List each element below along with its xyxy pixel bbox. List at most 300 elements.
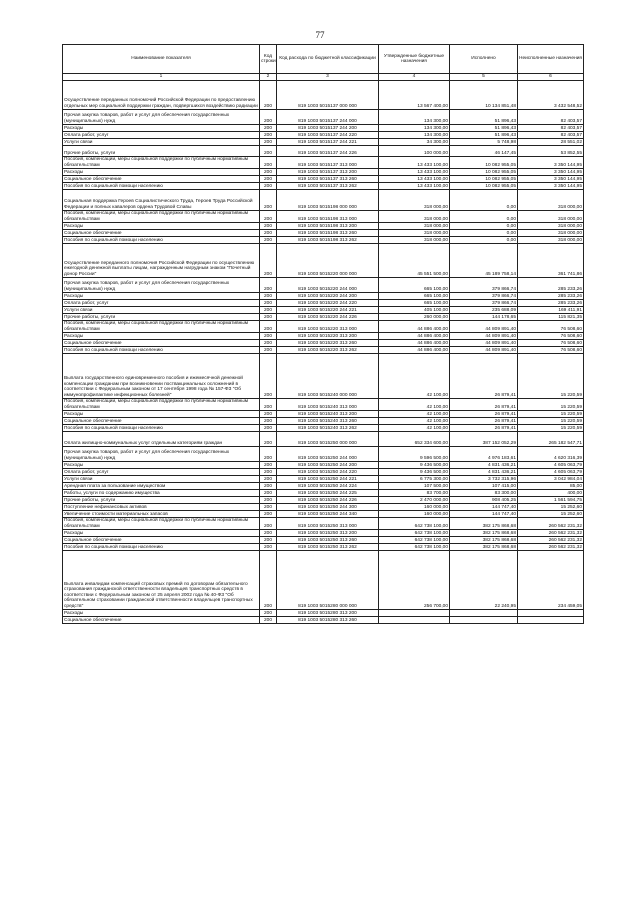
- indicator-name-cell: Расходы: [63, 333, 260, 340]
- approved-cell: 9 436 500,00: [379, 469, 450, 476]
- indicator-name-cell: Пособия по социальной помощи населению: [63, 237, 260, 244]
- table-row: [63, 237, 584, 244]
- executed-cell: 44 809 891,40: [450, 347, 518, 354]
- indicator-name-cell: Оплата жилищно-коммунальных услуг отдельным категориям граждан: [63, 432, 260, 447]
- budget-code-cell: 819 1003 5015220 244 000: [277, 278, 379, 293]
- table-row: [63, 333, 584, 340]
- executed-cell: 22 240,95: [450, 551, 518, 610]
- executed-cell: 382 175 868,68: [450, 537, 518, 544]
- budget-code-cell: 819 1003 5015240 313 200: [277, 411, 379, 418]
- approved-cell: 642 738 100,00: [379, 518, 450, 530]
- budget-code-cell: 819 1003 5015137 313 000: [277, 157, 379, 169]
- line-code-cell: 200: [260, 157, 277, 169]
- executed-cell: 51 896,43: [450, 132, 518, 139]
- unexecuted-cell: 234 459,05: [518, 551, 584, 610]
- executed-cell: 26 879,41: [450, 411, 518, 418]
- executed-cell: 0,00: [450, 237, 518, 244]
- table-row: [63, 490, 584, 497]
- executed-cell: 0,00: [450, 190, 518, 211]
- line-code-cell: 200: [260, 293, 277, 300]
- executed-cell: 26 879,41: [450, 399, 518, 411]
- line-code-cell: 200: [260, 307, 277, 314]
- executed-cell: 10 082 955,05: [450, 169, 518, 176]
- approved-cell: 44 886 400,00: [379, 333, 450, 340]
- unexecuted-cell: 28 551,02: [518, 139, 584, 146]
- indicator-name-cell: Осуществление переданного полномочия Российской Федерации по осуществлению ежегодной денежной выплаты лицам, награжденным нагрудным знаком "Почетный донор России": [63, 244, 260, 278]
- column-number: 1: [63, 74, 260, 81]
- header-indicator-name: Наименование показателя: [63, 45, 260, 74]
- budget-code-cell: 819 1003 5015240 313 262: [277, 425, 379, 432]
- approved-cell: 9 596 500,00: [379, 447, 450, 462]
- indicator-name-cell: Расходы: [63, 411, 260, 418]
- table-row: [63, 244, 584, 278]
- line-code-cell: 200: [260, 230, 277, 237]
- budget-code-cell: 819 1003 5015250 244 300: [277, 504, 379, 511]
- budget-code-cell: 819 1003 5015280 000 000: [277, 551, 379, 610]
- table-row: [63, 169, 584, 176]
- approved-cell: 13 433 100,00: [379, 176, 450, 183]
- column-number: 6: [518, 74, 584, 81]
- budget-code-cell: 819 1003 5015220 244 200: [277, 293, 379, 300]
- header-line-code: Код строки: [260, 45, 277, 74]
- line-code-cell: 200: [260, 511, 277, 518]
- indicator-name-cell: Социальное обеспечение: [63, 617, 260, 624]
- line-code-cell: 200: [260, 132, 277, 139]
- budget-code-cell: 819 1003 5015220 313 000: [277, 321, 379, 333]
- unexecuted-cell: 318 000,00: [518, 223, 584, 230]
- line-code-cell: 200: [260, 490, 277, 497]
- approved-cell: 642 738 100,00: [379, 530, 450, 537]
- budget-code-cell: 819 1003 5015198 000 000: [277, 190, 379, 211]
- unexecuted-cell: 318 000,00: [518, 211, 584, 223]
- executed-cell: 379 866,74: [450, 293, 518, 300]
- budget-code-cell: 819 1003 5015220 244 220: [277, 300, 379, 307]
- approved-cell: 318 000,00: [379, 211, 450, 223]
- indicator-name-cell: Расходы: [63, 530, 260, 537]
- approved-cell: 642 738 100,00: [379, 544, 450, 551]
- approved-cell: 13 567 400,00: [379, 81, 450, 110]
- indicator-name-cell: Пособия, компенсации, меры социальной поддержки по публичным нормативным обязательствам: [63, 211, 260, 223]
- executed-cell: 144 747,40: [450, 511, 518, 518]
- line-code-cell: 200: [260, 530, 277, 537]
- executed-cell: 44 809 891,40: [450, 321, 518, 333]
- unexecuted-cell: 4 620 316,39: [518, 447, 584, 462]
- table-row: [63, 157, 584, 169]
- executed-cell: 44 809 891,40: [450, 340, 518, 347]
- header-budget-code: Код расхода по бюджетной классификации: [277, 45, 379, 74]
- unexecuted-cell: 3 350 144,95: [518, 169, 584, 176]
- executed-cell: 45 189 758,14: [450, 244, 518, 278]
- approved-cell: 44 886 400,00: [379, 340, 450, 347]
- budget-code-cell: 819 1003 5015220 244 226: [277, 314, 379, 321]
- column-number: 2: [260, 74, 277, 81]
- unexecuted-cell: 4 605 063,79: [518, 469, 584, 476]
- indicator-name-cell: Оплата работ, услуг: [63, 300, 260, 307]
- indicator-name-cell: Расходы: [63, 462, 260, 469]
- executed-cell: [450, 617, 518, 624]
- indicator-name-cell: Осуществление переданных полномочий Российской Федерации по предоставлению отдельных мер социальной поддержки граждан, подвергшихся воздействию радиации: [63, 81, 260, 110]
- table-row: [63, 511, 584, 518]
- line-code-cell: 200: [260, 81, 277, 110]
- budget-code-cell: 819 1003 5015137 244 220: [277, 132, 379, 139]
- column-number: 3: [277, 74, 379, 81]
- table-row: [63, 183, 584, 190]
- line-code-cell: 200: [260, 321, 277, 333]
- table-body: [63, 81, 584, 624]
- unexecuted-cell: 3 350 144,95: [518, 157, 584, 169]
- unexecuted-cell: 76 508,60: [518, 321, 584, 333]
- table-row: [63, 483, 584, 490]
- line-code-cell: 200: [260, 551, 277, 610]
- indicator-name-cell: Выплата государственного единовременного пособия и ежемесячной денежной компенсации гражданам при возникновении поствакцинальных осложнений в соответствии с Федеральным законом от 17 сентября 1998 года № 157-ФЗ "Об иммунопрофилактике инфекционных болезней": [63, 354, 260, 399]
- executed-cell: 5 748,98: [450, 139, 518, 146]
- table-row: [63, 432, 584, 447]
- unexecuted-cell: 4 605 063,79: [518, 462, 584, 469]
- line-code-cell: 200: [260, 237, 277, 244]
- unexecuted-cell: 15 220,59: [518, 411, 584, 418]
- table-row: [63, 462, 584, 469]
- indicator-name-cell: Оплата работ, услуг: [63, 132, 260, 139]
- indicator-name-cell: Увеличение стоимости материальных запасов: [63, 511, 260, 518]
- budget-code-cell: 819 1003 5015137 244 226: [277, 146, 379, 157]
- executed-cell: 4 831 436,21: [450, 469, 518, 476]
- line-code-cell: 200: [260, 333, 277, 340]
- table-row: [63, 176, 584, 183]
- line-code-cell: 200: [260, 504, 277, 511]
- approved-cell: 13 433 100,00: [379, 169, 450, 176]
- budget-code-cell: 819 1003 5015250 244 226: [277, 497, 379, 504]
- line-code-cell: 200: [260, 469, 277, 476]
- unexecuted-cell: 85,00: [518, 483, 584, 490]
- line-code-cell: 200: [260, 211, 277, 223]
- approved-cell: 652 334 600,00: [379, 432, 450, 447]
- line-code-cell: 200: [260, 176, 277, 183]
- table-row: [63, 340, 584, 347]
- budget-code-cell: 819 1003 5015137 244 221: [277, 139, 379, 146]
- unexecuted-cell: 53 852,55: [518, 146, 584, 157]
- indicator-name-cell: Прочая закупка товаров, работ и услуг для обеспечения государственных (муниципальных) нужд: [63, 447, 260, 462]
- table-row: [63, 469, 584, 476]
- executed-cell: 4 976 183,61: [450, 447, 518, 462]
- line-code-cell: 200: [260, 462, 277, 469]
- indicator-name-cell: Пособия, компенсации, меры социальной поддержки по публичным нормативным обязательствам: [63, 518, 260, 530]
- budget-code-cell: 819 1003 5015250 244 200: [277, 462, 379, 469]
- line-code-cell: 200: [260, 146, 277, 157]
- executed-cell: 0,00: [450, 230, 518, 237]
- indicator-name-cell: Расходы: [63, 169, 260, 176]
- indicator-name-cell: Расходы: [63, 610, 260, 617]
- indicator-name-cell: Арендная плата за пользование имуществом: [63, 483, 260, 490]
- executed-cell: 107 415,00: [450, 483, 518, 490]
- budget-code-cell: 819 1003 5015240 313 260: [277, 418, 379, 425]
- approved-cell: [379, 610, 450, 617]
- approved-cell: 256 700,00: [379, 551, 450, 610]
- line-code-cell: 200: [260, 476, 277, 483]
- table-row: [63, 399, 584, 411]
- approved-cell: 160 000,00: [379, 511, 450, 518]
- indicator-name-cell: Прочая закупка товаров, работ и услуг для обеспечения государственных (муниципальных) нужд: [63, 278, 260, 293]
- table-row: [63, 81, 584, 110]
- unexecuted-cell: 260 562 231,32: [518, 537, 584, 544]
- unexecuted-cell: 76 508,60: [518, 333, 584, 340]
- line-code-cell: 200: [260, 418, 277, 425]
- indicator-name-cell: Пособия по социальной помощи населению: [63, 347, 260, 354]
- unexecuted-cell: 3 432 548,52: [518, 81, 584, 110]
- executed-cell: 382 175 868,68: [450, 530, 518, 537]
- table-row: [63, 146, 584, 157]
- table-row: [63, 617, 584, 624]
- budget-code-cell: 819 1003 5015220 313 262: [277, 347, 379, 354]
- executed-cell: 83 300,00: [450, 490, 518, 497]
- line-code-cell: 200: [260, 544, 277, 551]
- executed-cell: 26 879,41: [450, 354, 518, 399]
- table-row: [63, 300, 584, 307]
- line-code-cell: 200: [260, 183, 277, 190]
- table-row: [63, 518, 584, 530]
- indicator-name-cell: Пособия по социальной помощи населению: [63, 183, 260, 190]
- line-code-cell: 200: [260, 483, 277, 490]
- unexecuted-cell: 318 000,00: [518, 230, 584, 237]
- table-row: [63, 139, 584, 146]
- approved-cell: 665 100,00: [379, 300, 450, 307]
- unexecuted-cell: [518, 610, 584, 617]
- approved-cell: 665 100,00: [379, 278, 450, 293]
- line-code-cell: 200: [260, 169, 277, 176]
- indicator-name-cell: Социальное обеспечение: [63, 340, 260, 347]
- table-row: [63, 314, 584, 321]
- unexecuted-cell: 265 182 547,71: [518, 432, 584, 447]
- header-row: [63, 45, 584, 74]
- line-code-cell: 200: [260, 537, 277, 544]
- table-row: [63, 418, 584, 425]
- indicator-name-cell: Прочие работы, услуги: [63, 146, 260, 157]
- executed-cell: 382 175 868,68: [450, 544, 518, 551]
- line-code-cell: 200: [260, 432, 277, 447]
- approved-cell: [379, 617, 450, 624]
- header-approved: Утвержденные бюджетные назначения: [379, 45, 450, 74]
- budget-code-cell: 819 1003 5015240 000 000: [277, 354, 379, 399]
- executed-cell: 4 831 436,21: [450, 462, 518, 469]
- approved-cell: 134 300,00: [379, 132, 450, 139]
- header-executed: Исполнено: [450, 45, 518, 74]
- indicator-name-cell: Расходы: [63, 293, 260, 300]
- table-row: [63, 125, 584, 132]
- budget-code-cell: 819 1003 5015250 313 000: [277, 518, 379, 530]
- executed-cell: 387 152 052,29: [450, 432, 518, 447]
- executed-cell: 235 688,09: [450, 307, 518, 314]
- unexecuted-cell: 15 220,59: [518, 399, 584, 411]
- line-code-cell: 200: [260, 347, 277, 354]
- indicator-name-cell: Расходы: [63, 223, 260, 230]
- line-code-cell: 200: [260, 411, 277, 418]
- line-code-cell: 200: [260, 425, 277, 432]
- unexecuted-cell: 15 252,60: [518, 504, 584, 511]
- unexecuted-cell: 15 220,59: [518, 425, 584, 432]
- budget-code-cell: 819 1003 5015137 000 000: [277, 81, 379, 110]
- page-number: 77: [315, 30, 325, 40]
- unexecuted-cell: 318 000,00: [518, 190, 584, 211]
- table-row: [63, 504, 584, 511]
- approved-cell: 42 100,00: [379, 418, 450, 425]
- executed-cell: 144 747,40: [450, 504, 518, 511]
- table-row: [63, 307, 584, 314]
- table-row: [63, 411, 584, 418]
- unexecuted-cell: 115 821,35: [518, 314, 584, 321]
- budget-code-cell: 819 1003 5015198 313 262: [277, 237, 379, 244]
- table-row: [63, 347, 584, 354]
- line-code-cell: 200: [260, 110, 277, 125]
- indicator-name-cell: Услуги связи: [63, 476, 260, 483]
- executed-cell: 908 405,25: [450, 497, 518, 504]
- table-row: [63, 223, 584, 230]
- approved-cell: 318 000,00: [379, 223, 450, 230]
- indicator-name-cell: Прочая закупка товаров, работ и услуг для обеспечения государственных (муниципальных) нужд: [63, 110, 260, 125]
- executed-cell: 3 732 315,96: [450, 476, 518, 483]
- executed-cell: 144 178,65: [450, 314, 518, 321]
- unexecuted-cell: 260 562 231,32: [518, 518, 584, 530]
- approved-cell: 45 551 500,00: [379, 244, 450, 278]
- unexecuted-cell: 169 411,91: [518, 307, 584, 314]
- table-row: [63, 551, 584, 610]
- approved-cell: 6 775 300,00: [379, 476, 450, 483]
- budget-code-cell: 819 1003 5015198 313 000: [277, 211, 379, 223]
- line-code-cell: 200: [260, 447, 277, 462]
- indicator-name-cell: Социальное обеспечение: [63, 418, 260, 425]
- indicator-name-cell: Социальное обеспечение: [63, 230, 260, 237]
- budget-code-cell: 819 1003 5015137 244 000: [277, 110, 379, 125]
- unexecuted-cell: 285 233,26: [518, 293, 584, 300]
- budget-code-cell: 819 1003 5015198 313 260: [277, 230, 379, 237]
- unexecuted-cell: 1 561 594,75: [518, 497, 584, 504]
- approved-cell: 44 886 400,00: [379, 347, 450, 354]
- budget-code-cell: 819 1003 5015220 313 260: [277, 340, 379, 347]
- unexecuted-cell: 3 350 144,95: [518, 183, 584, 190]
- budget-code-cell: 819 1003 5015240 313 000: [277, 399, 379, 411]
- unexecuted-cell: 400,00: [518, 490, 584, 497]
- column-number: 4: [379, 74, 450, 81]
- approved-cell: 318 000,00: [379, 237, 450, 244]
- table-row: [63, 132, 584, 139]
- line-code-cell: 200: [260, 223, 277, 230]
- table-row: [63, 425, 584, 432]
- line-code-cell: 200: [260, 340, 277, 347]
- executed-cell: 10 134 851,48: [450, 81, 518, 110]
- executed-cell: 0,00: [450, 211, 518, 223]
- executed-cell: [450, 610, 518, 617]
- line-code-cell: 200: [260, 314, 277, 321]
- approved-cell: 260 000,00: [379, 314, 450, 321]
- indicator-name-cell: Услуги связи: [63, 307, 260, 314]
- table-row: [63, 447, 584, 462]
- approved-cell: 642 738 100,00: [379, 537, 450, 544]
- table-row: [63, 544, 584, 551]
- executed-cell: 26 879,41: [450, 418, 518, 425]
- line-code-cell: 200: [260, 354, 277, 399]
- unexecuted-cell: 82 403,57: [518, 110, 584, 125]
- budget-code-cell: 819 1003 5015250 244 221: [277, 476, 379, 483]
- budget-code-cell: 819 1003 5015198 313 200: [277, 223, 379, 230]
- approved-cell: 405 100,00: [379, 307, 450, 314]
- approved-cell: 13 433 100,00: [379, 183, 450, 190]
- approved-cell: 83 700,00: [379, 490, 450, 497]
- indicator-name-cell: Пособия, компенсации, меры социальной поддержки по публичным нормативным обязательствам: [63, 321, 260, 333]
- unexecuted-cell: 76 508,60: [518, 347, 584, 354]
- unexecuted-cell: 3 042 984,04: [518, 476, 584, 483]
- approved-cell: 44 886 400,00: [379, 321, 450, 333]
- approved-cell: 134 300,00: [379, 110, 450, 125]
- budget-code-cell: 819 1003 5015250 313 262: [277, 544, 379, 551]
- budget-code-cell: 819 1003 5015250 244 340: [277, 511, 379, 518]
- approved-cell: 134 300,00: [379, 125, 450, 132]
- indicator-name-cell: Социальное обеспечение: [63, 537, 260, 544]
- approved-cell: 318 000,00: [379, 190, 450, 211]
- approved-cell: 34 300,00: [379, 139, 450, 146]
- approved-cell: 2 470 000,00: [379, 497, 450, 504]
- line-code-cell: 200: [260, 190, 277, 211]
- executed-cell: 51 896,43: [450, 125, 518, 132]
- budget-code-cell: 819 1003 5015250 244 225: [277, 490, 379, 497]
- line-code-cell: 200: [260, 497, 277, 504]
- indicator-name-cell: Социальная поддержка Героев Социалистического Труда, Героев Труда Российской Федерации и полных кавалеров ордена Трудовой Славы: [63, 190, 260, 211]
- unexecuted-cell: 82 403,57: [518, 125, 584, 132]
- executed-cell: 46 147,45: [450, 146, 518, 157]
- indicator-name-cell: Пособия по социальной помощи населению: [63, 425, 260, 432]
- table-row: [63, 354, 584, 399]
- budget-code-cell: 819 1003 5015137 313 200: [277, 169, 379, 176]
- indicator-name-cell: Расходы: [63, 125, 260, 132]
- unexecuted-cell: 318 000,00: [518, 237, 584, 244]
- indicator-name-cell: Прочие работы, услуги: [63, 497, 260, 504]
- unexecuted-cell: 285 233,26: [518, 278, 584, 293]
- budget-code-cell: 819 1003 5015250 244 220: [277, 469, 379, 476]
- indicator-name-cell: Социальное обеспечение: [63, 176, 260, 183]
- indicator-name-cell: Пособия по социальной помощи населению: [63, 544, 260, 551]
- executed-cell: 10 082 955,05: [450, 176, 518, 183]
- table-row: [63, 321, 584, 333]
- executed-cell: 10 082 955,05: [450, 183, 518, 190]
- table-row: [63, 230, 584, 237]
- unexecuted-cell: 260 562 231,32: [518, 544, 584, 551]
- table-row: [63, 497, 584, 504]
- budget-code-cell: 819 1003 5015137 313 260: [277, 176, 379, 183]
- unexecuted-cell: 15 220,59: [518, 418, 584, 425]
- table-row: [63, 190, 584, 211]
- line-code-cell: 200: [260, 278, 277, 293]
- unexecuted-cell: 82 403,57: [518, 132, 584, 139]
- line-code-cell: 200: [260, 610, 277, 617]
- column-number: 5: [450, 74, 518, 81]
- indicator-name-cell: Прочие работы, услуги: [63, 314, 260, 321]
- budget-code-cell: 819 1003 5015220 000 000: [277, 244, 379, 278]
- unexecuted-cell: 260 562 231,32: [518, 530, 584, 537]
- unexecuted-cell: 3 350 144,95: [518, 176, 584, 183]
- budget-code-cell: 819 1003 5015250 244 224: [277, 483, 379, 490]
- table-row: [63, 537, 584, 544]
- line-code-cell: 200: [260, 617, 277, 624]
- budget-execution-table: [62, 44, 584, 624]
- executed-cell: 26 879,41: [450, 425, 518, 432]
- table-row: [63, 530, 584, 537]
- budget-code-cell: 819 1003 5015220 244 221: [277, 307, 379, 314]
- approved-cell: 100 000,00: [379, 146, 450, 157]
- budget-code-cell: 819 1003 5015250 000 000: [277, 432, 379, 447]
- indicator-name-cell: Работы, услуги по содержанию имущества: [63, 490, 260, 497]
- unexecuted-cell: 361 741,86: [518, 244, 584, 278]
- executed-cell: 379 866,74: [450, 278, 518, 293]
- line-code-cell: 200: [260, 300, 277, 307]
- approved-cell: 42 100,00: [379, 399, 450, 411]
- unexecuted-cell: 15 220,59: [518, 354, 584, 399]
